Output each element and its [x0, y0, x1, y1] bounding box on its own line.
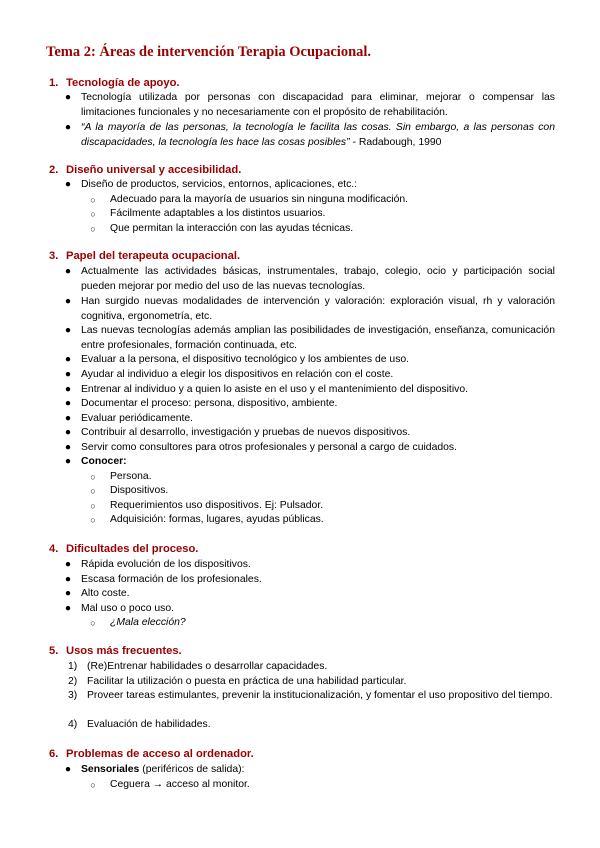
list-item-rest: (periféricos de salida):: [139, 764, 245, 775]
section-heading: [0, 543, 600, 557]
circle-bullet-icon: ○: [90, 223, 96, 234]
section-number: 1.: [49, 77, 59, 89]
item-number: 1): [68, 661, 78, 672]
bullet-icon: ●: [64, 122, 72, 133]
sub-list-item-text: Adquisición: formas, lugares, ayudas públicas.: [110, 514, 324, 525]
circle-bullet-icon: ○: [90, 779, 96, 790]
item-number: 2): [68, 675, 78, 687]
section-title: Diseño universal y accesibilidad.: [66, 164, 242, 176]
numbered-item-text: Facilitar la utilización o puesta en práctica de una habilidad particular.: [87, 675, 407, 687]
section-title: Tecnología de apoyo.: [66, 77, 180, 89]
list-item-text: Escasa formación de los profesionales.: [81, 573, 262, 585]
bullet-icon: ●: [64, 398, 72, 409]
numbered-item-text: Evaluación de habilidades.: [87, 719, 211, 730]
section-number: 6.: [49, 748, 59, 760]
bullet-icon: ●: [64, 559, 72, 570]
bullet-icon: ●: [64, 441, 72, 453]
list-item-text: Ayudar al individuo a elegir los dispositivos en relación con el coste.: [81, 369, 394, 380]
list-item-text: Las nuevas tecnologías además amplian las posibilidades de investigación, enseñanza, comunicación entre profesionales, formación continuada, etc.: [81, 325, 555, 351]
list-item-text: Evaluar periódicamente.: [81, 412, 194, 424]
list-item-text: Alto coste.: [81, 588, 130, 599]
list-item-text: Entrenar al individuo y a quien lo asiste en el uso y el mantenimiento del dispositivo.: [81, 383, 468, 395]
bullet-icon: ●: [64, 456, 72, 467]
bullet-icon: ●: [64, 427, 72, 438]
section-heading: [0, 645, 600, 659]
list-item-text: [81, 763, 555, 778]
item-number: 3): [68, 690, 78, 701]
bullet-icon: ●: [64, 764, 72, 775]
bullet-icon: ●: [64, 266, 72, 277]
section-heading: [0, 250, 600, 264]
bullet-icon: ●: [64, 325, 72, 336]
bullet-icon: ●: [64, 369, 72, 380]
section-number: 4.: [49, 543, 59, 555]
section-number: 2.: [49, 164, 59, 176]
quote-text: [81, 121, 555, 150]
sub-list-item-text: Adecuado para la mayoría de usuarios sin ninguna modificación.: [110, 193, 409, 205]
bullet-icon: ●: [64, 92, 72, 103]
list-item-bold: Sensoriales: [81, 764, 140, 775]
page-title: Tema 2: Áreas de intervención Terapia Ocupacional.: [46, 44, 372, 60]
list-item-text: Diseño de productos, servicios, entornos, aplicaciones, etc.:: [81, 179, 358, 190]
sub-list-item-text: Requerimientos uso dispositivos. Ej: Pulsador.: [110, 499, 324, 511]
list-item-text: Contribuir al desarrollo, investigación y pruebas de nuevos dispositivos.: [81, 427, 411, 438]
section-heading: [0, 164, 600, 178]
sub-list-item-text: Ceguera → acceso al monitor.: [110, 778, 250, 790]
section-title: Papel del terapeuta ocupacional.: [66, 250, 241, 262]
section-title: Dificultades del proceso.: [66, 543, 199, 555]
bullet-icon: ●: [64, 588, 72, 599]
bullet-icon: ●: [64, 412, 72, 424]
section-heading: [0, 748, 600, 762]
circle-bullet-icon: ○: [90, 515, 96, 525]
circle-bullet-icon: ○: [90, 486, 96, 496]
list-item-text: Evaluar a la persona, el dispositivo tecnológico y los ambientes de uso.: [81, 354, 410, 365]
list-item-text: Tecnología utilizada por personas con discapacidad para eliminar, mejorar o compensar las limitaciones funcionales y no necesariamente con el propósito de rehabilitación.: [81, 92, 555, 118]
numbered-item-text: (Re)Entrenar habilidades o desarrollar capacidades.: [87, 661, 328, 672]
bullet-icon: ●: [64, 296, 72, 307]
list-item-text: Mal uso o poco uso.: [81, 602, 174, 614]
section-number: 3.: [49, 250, 59, 262]
bullet-icon: ●: [64, 383, 72, 395]
circle-bullet-icon: ○: [90, 194, 96, 205]
sub-list-item-text: Fácilmente adaptables a los distintos usuarios.: [110, 208, 326, 219]
numbered-item-text: Proveer tareas estimulantes, prevenir la institucionalización, y fomentar el uso propositivo del tiempo.: [87, 690, 553, 701]
bullet-icon: ●: [64, 179, 72, 190]
bullet-icon: ●: [64, 354, 72, 365]
bullet-icon: ●: [64, 602, 72, 614]
list-item-text: Documentar el proceso: persona, dispositivo, ambiente.: [81, 398, 338, 409]
list-item-text: Han surgido nuevas modalidades de intervención y valoración: exploración visual, rh y valoración cognitiva, ergonometría, etc.: [81, 296, 555, 322]
sub-list-item-text: Dispositivos.: [110, 485, 169, 496]
list-item-text: Actualmente las actividades básicas, instrumentales, trabajo, colegio, ocio y participación social pueden mejorar por medio del uso de las nuevas tecnologías.: [81, 266, 555, 292]
circle-bullet-icon: ○: [90, 500, 96, 511]
circle-bullet-icon: ○: [90, 618, 96, 628]
circle-bullet-icon: ○: [90, 209, 96, 219]
circle-bullet-icon: ○: [90, 471, 96, 482]
list-item-text: Conocer:: [81, 456, 127, 467]
section-number: 5.: [49, 645, 59, 657]
sub-list-item-text: Persona.: [110, 470, 152, 482]
bullet-icon: ●: [64, 573, 72, 585]
sub-list-item-text: Que permitan la interacción con las ayudas técnicas.: [110, 222, 354, 234]
section-title: Usos más frecuentes.: [66, 645, 182, 657]
item-number: 4): [68, 719, 78, 730]
sub-list-item-text: ¿Mala elección?: [110, 617, 186, 628]
section-heading: [0, 77, 600, 91]
list-item-text: Rápida evolución de los dispositivos.: [81, 559, 251, 570]
quote: “A la mayoría de las personas, la tecnología le facilita las cosas. Sin embargo, a las personas con discapacidades, la tecnología les hace las cosas posibles”: [81, 122, 555, 148]
quote-author: - Radabough, 1990: [349, 136, 442, 148]
section-title: Problemas de acceso al ordenador.: [66, 748, 254, 760]
list-item-text: Servir como consultores para otros profesionales y personal a cargo de cuidados.: [81, 441, 457, 453]
